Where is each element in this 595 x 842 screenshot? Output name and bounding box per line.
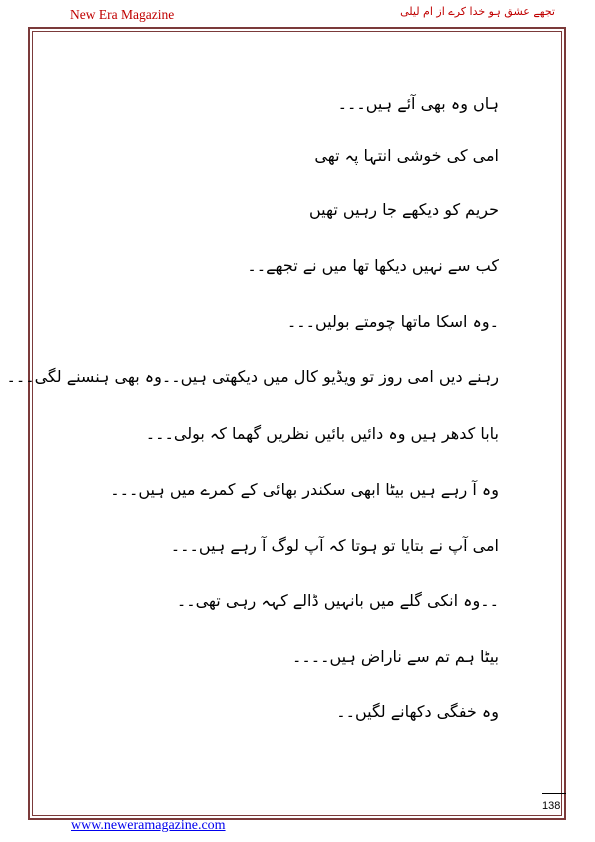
page-number: 138: [542, 800, 561, 812]
story-line: کب سے نہیں دیکھا تھا میں نے تجھے۔۔: [247, 256, 499, 275]
story-line: بیٹا ہم تم سے ناراض ہیں۔۔۔۔: [291, 647, 499, 666]
story-line: ۔وہ اسکا ماتھا چومتے بولیں۔۔۔: [286, 312, 499, 331]
website-link[interactable]: www.neweramagazine.com: [71, 818, 226, 833]
story-line: امی آپ نے بتایا تو ہوتا کہ آپ لوگ آ رہے ہیں۔۔۔: [170, 536, 499, 555]
story-line: امی کی خوشی انتہا پہ تھی: [314, 146, 499, 165]
story-line: وہ آ رہے ہیں بیٹا ابھی سکندر بھائی کے کمرے میں ہیں۔۔۔: [110, 480, 499, 499]
novel-title: تجھے عشق ہو خدا کرے از ام لیلی: [400, 5, 555, 18]
story-line: رہنے دیں امی روز تو ویڈیو کال میں دیکھتی ہیں۔۔وہ بھی ہنسنے لگی۔۔۔: [6, 367, 499, 386]
story-line: حریم کو دیکھے جا رہیں تھیں: [308, 200, 499, 219]
story-line: ہاں وہ بھی آئے ہیں۔۔۔: [337, 94, 499, 113]
story-line: بابا کدھر ہیں وہ دائیں بائیں نظریں گھما کہ بولی۔۔۔: [145, 424, 499, 443]
page-number-rule: [542, 793, 566, 794]
story-line: ۔۔وہ انکی گلے میں بانہیں ڈالے کہہ رہی تھی۔۔: [176, 591, 499, 610]
story-line: وہ خفگی دکھانے لگیں۔۔: [336, 702, 499, 721]
magazine-name: New Era Magazine: [70, 7, 175, 22]
